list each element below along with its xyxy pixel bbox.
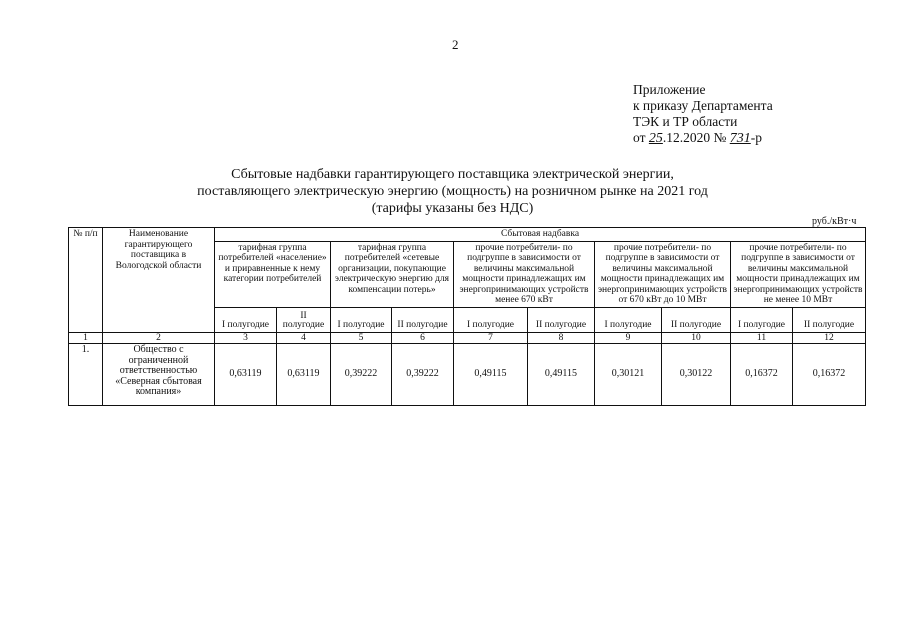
column-number: 8 [528, 332, 595, 344]
markup-value: 0,63119 [277, 344, 331, 406]
markup-value: 0,16372 [731, 344, 793, 406]
half-year-2-header: II полугодие [662, 307, 731, 332]
half-year-1-header: I полугодие [331, 307, 392, 332]
title-line: (тарифы указаны без НДС) [371, 201, 534, 216]
markup-value: 0,63119 [215, 344, 277, 406]
markup-header: Сбытовая надбавка [215, 228, 866, 242]
column-number: 7 [454, 332, 528, 344]
half-year-2-header: II полугодие [392, 307, 454, 332]
markup-value: 0,16372 [793, 344, 866, 406]
column-number: 4 [277, 332, 331, 344]
column-number: 12 [793, 332, 866, 344]
group-header-grid-organizations: тарифная группа потребителей «сетевые организации, покупающие электрическую энергию для компенсации потерь» [331, 241, 454, 307]
table-row [69, 344, 866, 406]
col-no-header: № п/п [69, 228, 103, 333]
half-year-2-header: II полугодие [277, 307, 331, 332]
appendix-line: к приказу Департамента [633, 98, 773, 113]
half-year-2-header: II полугодие [528, 307, 595, 332]
title-line: поставляющего электрическую энергию (мощность) на розничном рынке на 2021 год [197, 184, 708, 199]
column-number: 1 [69, 332, 103, 344]
units-label: руб./кВт·ч [812, 216, 857, 227]
half-year-1-header: I полугодие [595, 307, 662, 332]
appendix-date-line [633, 130, 773, 147]
markup-value: 0,39222 [392, 344, 454, 406]
order-suffix: -р [750, 130, 762, 145]
markup-value: 0,39222 [331, 344, 392, 406]
column-number: 5 [331, 332, 392, 344]
date-prefix: от [633, 130, 646, 145]
column-number: 3 [215, 332, 277, 344]
half-year-1-header: I полугодие [454, 307, 528, 332]
page-number: 2 [452, 37, 459, 52]
group-header-under-670kw: прочие потребители- по подгруппе в зависимости от величины максимальной мощности принадлежащих им энергопринимающих устройств менее 670 кВт [454, 241, 595, 307]
markup-value: 0,30121 [595, 344, 662, 406]
tariff-table [68, 227, 866, 406]
appendix-line: ТЭК и ТР области [633, 114, 738, 129]
group-header-population: тарифная группа потребителей «население» и приравненные к нему категории потребителей [215, 241, 331, 307]
group-header-over-10mw: прочие потребители- по подгруппе в зависимости от величины максимальной мощности принадлежащих им энергопринимающих устройств не менее 10 МВт [731, 241, 866, 307]
title-line: Сбытовые надбавки гарантирующего поставщика электрической энергии, [231, 167, 674, 182]
column-number: 6 [392, 332, 454, 344]
row-number: 1. [69, 344, 103, 406]
column-number-row [69, 332, 866, 344]
number-sign: № [713, 130, 727, 145]
markup-value: 0,49115 [528, 344, 595, 406]
column-number: 10 [662, 332, 731, 344]
column-number: 9 [595, 332, 662, 344]
column-number: 2 [103, 332, 215, 344]
appendix-line: Приложение [633, 82, 706, 97]
column-number: 11 [731, 332, 793, 344]
markup-value: 0,49115 [454, 344, 528, 406]
header-row [69, 228, 866, 242]
half-year-1-header: I полугодие [731, 307, 793, 332]
appendix-block [633, 82, 773, 147]
document-title [0, 166, 905, 217]
markup-value: 0,30122 [662, 344, 731, 406]
col-name-header: Наименование гарантирующего поставщика в Вологодской области [103, 228, 215, 333]
date-day-handwritten: 25 [648, 131, 663, 146]
date-rest: .12.2020 [662, 130, 711, 145]
group-header-670kw-10mw: прочие потребители- по подгруппе в зависимости от величины максимальной мощности принадлежащих им энергопринимающих устройств от 670 кВт до 10 МВт [595, 241, 731, 307]
order-number-handwritten: 731 [729, 131, 751, 146]
half-year-2-header: II полугодие [793, 307, 866, 332]
half-year-1-header: I полугодие [215, 307, 277, 332]
supplier-name: Общество с ограниченной ответственностью «Северная сбытовая компания» [103, 344, 215, 406]
